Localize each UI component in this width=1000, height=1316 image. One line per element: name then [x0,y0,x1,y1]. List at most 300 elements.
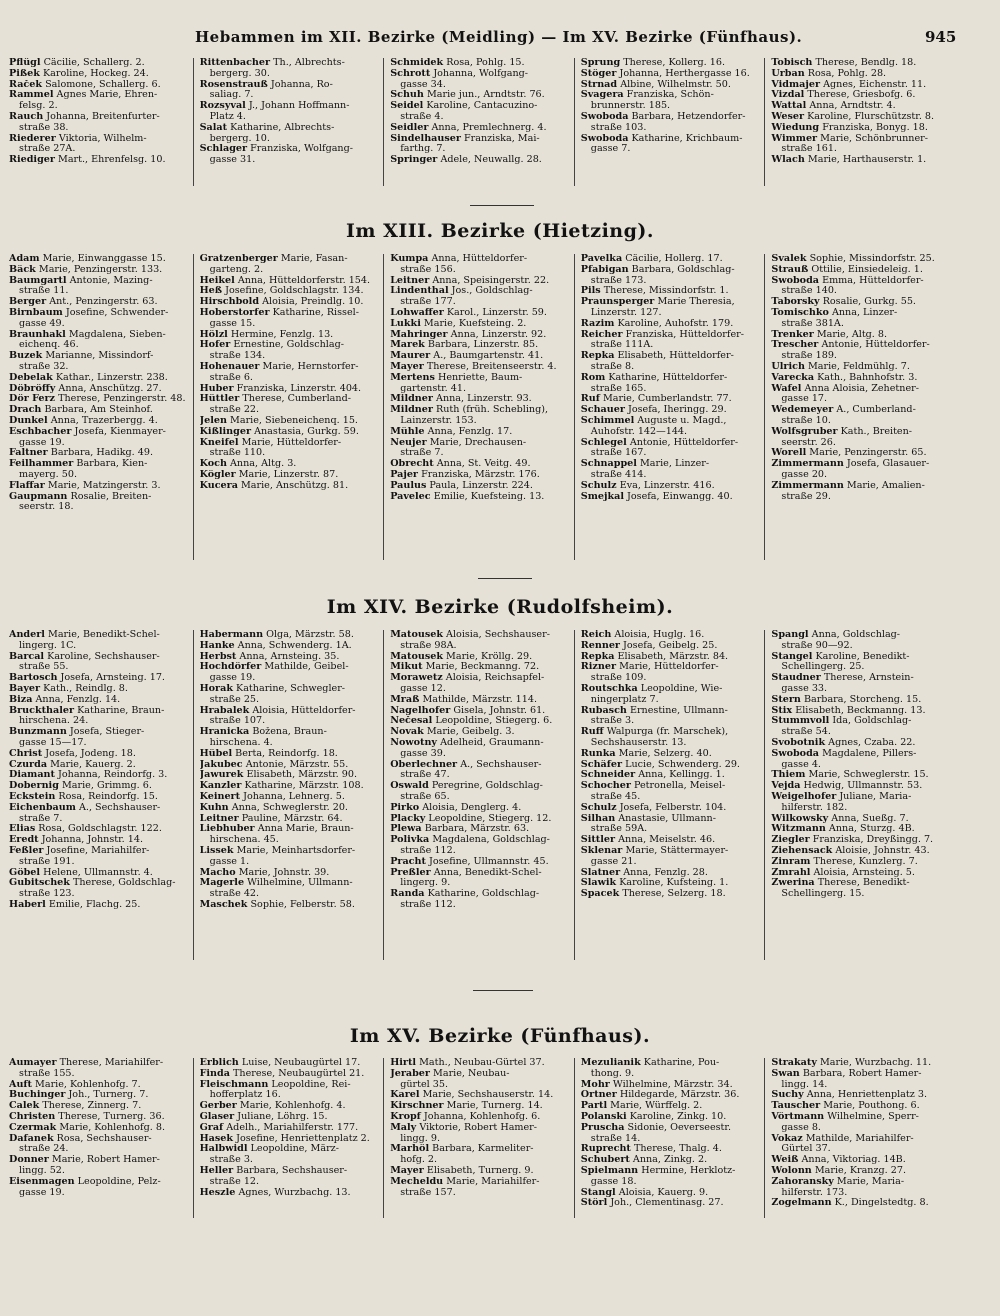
midwife-entry [581,80,762,91]
entry-details: Marie, Pouthong. 6. [823,1101,920,1112]
surname: Drach [9,405,42,416]
entry-details: Lucie, Schwenderg. 29. [625,759,740,770]
midwife-entry [771,630,953,641]
midwife-entry [581,727,762,738]
entry-continuation [390,878,571,889]
entry-details: lingg. 14. [781,1079,828,1090]
entry-details: straße 156. [400,264,456,275]
surname: Swoboda [771,748,820,759]
entry-continuation [9,738,190,749]
entry-details: Barbara, Am Steinhof. [44,405,153,416]
midwife-entry [771,868,953,879]
entry-details: Josefa, Glasauer- [846,459,930,470]
midwife-entry [390,803,571,814]
directory-column [387,1058,575,1218]
entry-details: Ernestine, Goldschlag- [233,340,344,351]
midwife-entry [200,330,381,341]
midwife-entry [390,276,571,287]
entry-continuation [200,69,381,80]
surname: Schauer [580,405,625,416]
midwife-entry [390,662,571,673]
entry-details: Walpurga (fr. Marschek), [606,727,729,738]
directory-column [197,254,385,560]
midwife-entry [581,1123,762,1134]
entry-details: straße 111A. [590,340,654,351]
midwife-entry [771,405,953,416]
entry-details: Wilhelmine, Ullmann- [247,878,353,889]
surname: Rom [580,372,606,383]
entry-continuation [390,770,571,781]
entry-details: Schellingerg. 25. [781,662,865,673]
entry-details: Karol., Linzerstr. 59. [446,307,547,318]
midwife-entry [390,340,571,351]
entry-details: Aloisia, Reichsapfel- [445,673,545,684]
surname: Riediger [9,155,55,166]
surname: Maurer [390,351,431,362]
entry-details: Katharine, Krichbaum- [631,133,743,144]
entry-details: straße 22. [209,405,260,416]
entry-details: Therese, Thalg. 4. [633,1144,722,1155]
section-heading-xiii: Im XIII. Bezirke (Hietzing). [345,220,654,242]
midwife-entry [200,1166,381,1177]
midwife-entry [390,123,571,134]
surname: Gratzenberger [199,254,278,264]
surname: Svagera [580,90,624,101]
entry-details: Anna, Goldschlag- [811,630,901,640]
midwife-entry [390,286,571,297]
surname: Vidmajer [771,79,821,90]
entry-details: straße 98A. [400,640,457,651]
entry-details: straße 3. [590,716,635,727]
entry-details: Marie, Stättermayer- [625,845,729,856]
midwife-entry [390,492,571,503]
surname: Gubitschek [9,878,70,889]
entry-details: Johanna, Breitenfurter- [46,111,160,122]
surname: Mohr [580,1079,610,1090]
surname: Oberlechner [390,759,458,770]
midwife-entry [581,781,762,792]
entry-details: straße 123. [19,889,75,900]
midwife-entry [9,134,190,145]
entry-continuation [200,1177,381,1188]
entry-details: Marie, Meinhartsdorfer- [236,845,356,856]
entry-details: Marie, Anschützg. 81. [240,480,349,491]
entry-details: straße 42. [209,889,260,900]
entry-details: Barbara, Hetzendorfer- [631,111,746,122]
surname: Schrott [390,68,431,79]
surname: Ruf [580,394,600,405]
entry-continuation [581,1134,762,1145]
entry-continuation [771,286,953,297]
entry-details: Marie, Johnstr. 39. [238,867,330,878]
entry-continuation [581,673,762,684]
entry-continuation [390,1155,571,1166]
entry-details: Pauline, Märzstr. 64. [241,813,343,824]
entry-continuation [390,80,571,91]
entry-continuation [581,144,762,155]
surname: Dobernig [9,781,59,792]
midwife-entry [581,405,762,416]
midwife-entry [9,1058,190,1069]
entry-continuation [581,792,762,803]
entry-details: Henriette, Baum- [437,372,523,383]
entry-details: garteng. 2. [209,264,264,275]
midwife-entry [200,286,381,297]
directory-column [578,1058,766,1218]
entry-details: Marie, Wurzbachg. 11. [819,1058,932,1068]
entry-details: Aloisia, Hütteldorfer- [252,705,356,716]
entry-details: Anna, Altg. 3. [230,459,297,470]
entry-details: straße 45. [590,791,641,802]
midwife-entry [581,373,762,384]
directory-column [387,254,575,560]
midwife-entry [200,394,381,405]
midwife-entry [390,1090,571,1101]
entry-details: Barbara, Sechshauser- [236,1165,348,1176]
surname: Wlach [771,155,805,166]
entry-details: Leopoldine, März- [250,1144,339,1155]
midwife-entry [200,384,381,395]
entry-continuation [771,1123,953,1134]
entry-continuation [581,308,762,319]
midwife-entry [771,134,953,145]
midwife-entry [390,58,571,69]
entry-details: gasse 8. [781,1122,821,1133]
midwife-entry [581,58,762,69]
surname: Kumpa [390,254,429,264]
entry-continuation [9,662,190,673]
midwife-entry [390,630,571,641]
entry-details: Kath., Breiten- [840,426,913,437]
midwife-entry [581,803,762,814]
entry-details: Rosa, Pohlg. 15. [446,58,525,68]
entry-details: straße 25. [209,694,260,705]
entry-details: straße 12. [209,1176,260,1187]
entry-continuation [9,889,190,900]
surname: Schnappel [580,459,637,470]
midwife-entry [200,824,381,835]
entry-continuation [771,492,953,503]
entry-details: Marie, Kohlenhofg. 4. [239,1101,346,1112]
entry-details: Johanna, Ro- [270,79,333,90]
midwife-entry [200,684,381,695]
entry-details: Anastasia, Gurkg. 59. [254,426,359,437]
entry-details: A., Sechshauser- [78,802,161,813]
surname: Seidler [390,122,429,133]
surname: Jawurek [199,770,244,781]
surname: Kanzler [199,781,242,792]
surname: Huber [199,383,234,394]
directory-column [578,630,766,960]
midwife-entry [200,308,381,319]
entry-details: Anna, Sueßg. 7. [831,813,909,824]
surname: Kropf [390,1111,421,1122]
entry-continuation [200,716,381,727]
surname: Svobotnik [771,737,826,748]
midwife-entry [581,868,762,879]
midwife-entry [771,738,953,749]
entry-continuation [200,265,381,276]
surname: Runka [580,748,616,759]
entry-details: Katharine, Märzstr. 108. [244,781,364,792]
entry-continuation [200,1090,381,1101]
surname: Halbwidl [199,1144,248,1155]
entry-details: Therese, Penzingerstr. 48. [58,394,186,405]
surname: Schlager [199,144,248,155]
entry-details: Anna, Meiselstr. 46. [618,835,716,846]
entry-continuation [200,155,381,166]
entry-details: Anna Aloisia, Zehetner- [804,383,919,394]
entry-continuation [390,792,571,803]
entry-details: straße 27A. [19,144,76,155]
entry-details: Wilhelmine, Sperr- [827,1111,919,1122]
entry-details: straße 414. [590,469,647,480]
midwife-entry [390,1123,571,1134]
entry-details: Anna, Linzer- [831,307,898,318]
entry-details: gasse 15—17. [19,737,87,748]
entry-continuation [390,900,571,911]
entry-details: Franziska, Dreyßingg. 7. [812,835,934,846]
midwife-entry [390,155,571,166]
entry-details: Marie, Schweglerstr. 15. [808,770,929,781]
section-3-columns [6,1058,956,1218]
entry-details: Anna, Hütteldorfer- [431,254,528,264]
entry-continuation [200,134,381,145]
entry-details: Johanna, Lehnerg. 5. [243,791,345,802]
surname: Neujer [390,437,427,448]
midwife-entry [390,90,571,101]
surname: Wafel [771,383,802,394]
surname: Stangel [771,651,813,662]
midwife-entry [390,857,571,868]
surname: Adam [9,254,40,264]
midwife-entry [9,448,190,459]
entry-details: hilferstr. 173. [781,1187,848,1198]
entry-details: gasse 39. [400,748,446,759]
entry-details: lingerg. 9. [400,878,451,889]
entry-continuation [9,438,190,449]
midwife-entry [771,384,953,395]
surname: Zmrahl [771,867,811,878]
midwife-entry [581,706,762,717]
midwife-entry [200,878,381,889]
midwife-entry [9,254,190,265]
surname: Christen [9,1111,56,1122]
surname: Worell [771,448,807,459]
entry-details: Therese, Turnerg. 36. [58,1111,165,1122]
entry-continuation [390,846,571,857]
entry-details: Therese, Mariahilfer- [59,1058,164,1068]
entry-continuation [200,1155,381,1166]
midwife-entry [390,438,571,449]
entry-details: hofferplatz 16. [209,1090,281,1101]
entry-continuation [390,1080,571,1091]
surname: Weigelhofer [771,791,837,802]
entry-details: Marie, Cumberlandstr. 77. [602,394,732,405]
surname: Ziegler [771,835,810,846]
surname: Spangl [771,630,809,640]
surname: Feilhammer [9,459,74,470]
entry-details: straße 6. [209,372,253,383]
entry-details: Adele, Neuwallg. 28. [440,155,542,166]
entry-details: gasse 7. [590,144,631,155]
surname: Kneifel [199,437,239,448]
entry-details: Katharine, Pou- [643,1058,720,1068]
entry-continuation [200,448,381,459]
section-heading-xv: Im XV. Bezirke (Fünfhaus). [349,1025,651,1047]
entry-continuation [390,684,571,695]
entry-details: Helene, Ullmannstr. 4. [43,867,153,878]
entry-details: straße 47. [400,770,450,781]
entry-continuation [200,889,381,900]
surname: Praunsperger [580,297,655,308]
entry-details: straße 134. [209,351,266,362]
entry-details: bergerg. 30. [209,68,270,79]
entry-details: lingg. 9. [400,1133,441,1144]
surname: Kißlinger [199,426,251,437]
midwife-entry [9,492,190,503]
midwife-entry [9,630,190,641]
entry-details: Kathar., Linzerstr. 238. [55,372,168,383]
surname: Mayer [390,361,424,372]
entry-details: Josefa, Iheringg. 29. [627,405,727,416]
entry-details: straße 3. [209,1155,253,1166]
entry-continuation [200,90,381,101]
surname: Tomischko [771,307,829,318]
surname: Wolfsgruber [771,426,838,437]
entry-details: Therese, Neubaugürtel 21. [233,1068,365,1079]
entry-details: straße 161. [781,144,837,155]
midwife-entry [390,814,571,825]
midwife-entry [9,155,190,166]
entry-continuation [390,384,571,395]
entry-details: Auguste u. Magd., [637,415,727,426]
surname: Pflügl [9,58,41,68]
surname: Braunhakl [9,329,66,340]
midwife-entry [581,297,762,308]
entry-details: Josefine, Goldschlagstr. 134. [225,286,364,297]
entry-details: seerstr. 26. [781,437,836,448]
midwife-entry [200,123,381,134]
entry-details: Marie, Feldmühlg. 7. [807,361,910,372]
midwife-entry [9,459,190,470]
surname: Döbröffy [9,383,56,394]
entry-details: Wilhelmine, Märzstr. 34. [612,1079,733,1090]
entry-details: straße 90—92. [781,640,853,651]
surname: Rammel [9,90,54,101]
surname: Heszle [199,1187,236,1198]
entry-details: gasse 18. [590,1176,637,1187]
entry-continuation [581,384,762,395]
entry-details: Magdalena, Sieben- [68,329,166,340]
midwife-entry [200,1058,381,1069]
entry-details: Marie, Einwanggasse 15. [42,254,166,264]
midwife-entry [581,265,762,276]
midwife-entry [390,330,571,341]
entry-details: Elisabeth, Märzstr. 90. [246,770,358,781]
entry-details: Marie, Benedikt-Schel- [48,630,160,640]
surname: Dunkel [9,415,48,426]
entry-details: Johanna, Wolfgang- [433,68,529,79]
surname: Feßler [9,845,44,856]
entry-continuation [581,1177,762,1188]
midwife-entry [9,1155,190,1166]
surname: Mühle [390,426,425,437]
entry-continuation [200,857,381,868]
midwife-entry [9,1177,190,1188]
surname: Mikut [390,662,423,673]
entry-details: gasse 19. [19,1187,65,1198]
entry-details: Josefine, Mariahilfer- [46,845,150,856]
entry-details: Therese, Missindorfstr. 1. [603,286,729,297]
entry-details: straße 59A. [590,824,648,835]
surname: Sklenar [580,845,623,856]
entry-details: Franziska, Wolfgang- [250,144,353,155]
entry-continuation [771,727,953,738]
entry-details: Franziska, Hütteldorfer- [625,329,744,340]
midwife-entry [200,1188,381,1199]
entry-details: Marie, Hütteldorfer- [241,437,342,448]
entry-details: Anna, Arndtstr. 4. [809,101,896,112]
surname: Buchinger [9,1090,66,1101]
entry-details: straße 173. [590,275,647,286]
surname: Hüttler [199,394,240,405]
entry-details: Marie, Robert Hamer- [51,1155,160,1166]
midwife-entry [200,362,381,373]
surname: Finda [199,1068,230,1079]
entry-details: Elisabeth, Turnerg. 9. [426,1165,534,1176]
entry-continuation [771,438,953,449]
entry-details: Ida, Goldschlag- [832,716,912,727]
midwife-entry [9,405,190,416]
entry-continuation [771,684,953,695]
midwife-entry [771,265,953,276]
surname: Smejkal [580,491,624,502]
midwife-entry [9,673,190,684]
midwife-entry [390,781,571,792]
entry-details: Katharine, Rissel- [272,307,359,318]
surname: Morawetz [390,673,443,684]
midwife-entry [771,58,953,69]
section-divider [470,205,534,206]
midwife-entry [581,286,762,297]
entry-details: Marie, Kauerg. 2. [50,759,136,770]
entry-details: Božena, Braun- [252,727,327,738]
midwife-entry [200,1144,381,1155]
entry-details: Anna, Benedikt-Schel- [433,867,542,878]
surname: Strnad [580,79,618,90]
entry-details: Gisela, Johnstr. 61. [453,705,546,716]
surname: Maschek [199,899,248,910]
surname: Bartosch [9,673,58,684]
midwife-entry [9,868,190,879]
entry-details: Anastasie, Ullmann- [618,813,716,824]
midwife-entry [9,384,190,395]
surname: Gaupmann [9,491,68,502]
directory-column [6,58,194,186]
midwife-entry [9,297,190,308]
midwife-entry [390,481,571,492]
surname: Lissek [199,845,234,856]
entry-continuation [9,716,190,727]
midwife-entry [581,835,762,846]
surname: Auft [9,1079,32,1090]
entry-details: gasse 33. [781,683,828,694]
midwife-entry [771,770,953,781]
entry-details: gasse 31. [209,155,256,166]
midwife-entry [9,727,190,738]
surname: Plewa [390,824,422,835]
